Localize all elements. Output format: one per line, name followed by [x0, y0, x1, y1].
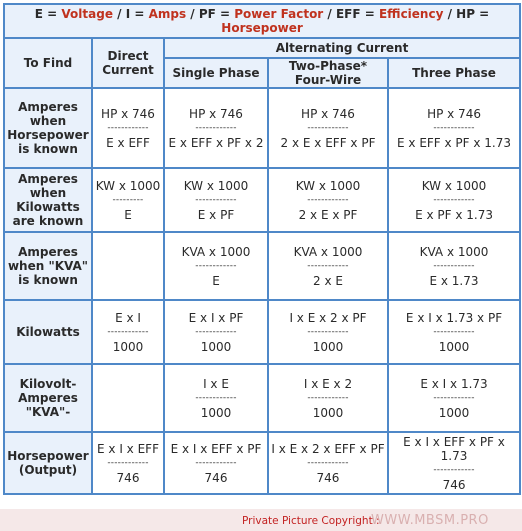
formula-cell: [388, 300, 520, 364]
fraction: [289, 311, 366, 354]
denominator: E: [212, 273, 220, 288]
numerator: KW x 1000: [183, 178, 249, 193]
formula-cell: [164, 300, 268, 364]
numerator: KVA x 1000: [181, 244, 251, 259]
fraction-bar: ------------: [195, 194, 237, 205]
fraction: [184, 179, 249, 222]
legend-term: Horsepower: [221, 21, 303, 35]
denominator: 746: [204, 470, 228, 485]
denominator: E: [124, 207, 132, 222]
legend-text: / I =: [112, 7, 149, 21]
numerator: HP x 746: [301, 106, 355, 121]
numerator: HP x 746: [189, 106, 243, 121]
formula-cell: [164, 168, 268, 232]
denominator: E x 1.73: [429, 273, 479, 288]
denominator: E x PF: [197, 207, 235, 222]
copyright-bar: [0, 509, 522, 531]
fraction: [294, 245, 363, 288]
fraction-bar: ------------: [307, 392, 349, 403]
fraction-bar: ------------: [307, 122, 349, 133]
formula-cell: [268, 232, 388, 300]
header-direct-current: Direct Current: [92, 38, 164, 88]
numerator: KW x 1000: [421, 178, 487, 193]
formula-cell: [92, 88, 164, 168]
numerator: E x I x 1.73: [420, 376, 488, 391]
numerator: I x E x 2 x PF: [289, 310, 367, 325]
fraction: [171, 442, 262, 485]
formula-cell: [268, 88, 388, 168]
fraction-bar: ------------: [433, 326, 475, 337]
denominator: 1000: [312, 405, 344, 420]
fraction: [420, 377, 487, 420]
formula-cell: [92, 232, 164, 300]
formula-cell: [388, 364, 520, 432]
legend-term: Amps: [148, 7, 187, 21]
fraction: [97, 442, 159, 485]
legend-text: / EFF =: [323, 7, 379, 21]
formula-cell: [268, 432, 388, 494]
numerator: I x E x 2 x EFF x PF: [271, 441, 385, 456]
formula-cell: [92, 364, 164, 432]
fraction-bar: ------------: [307, 194, 349, 205]
fraction: [195, 377, 236, 420]
fraction: [189, 311, 244, 354]
fraction: [304, 377, 352, 420]
numerator: I x E x 2: [303, 376, 353, 391]
header-to-find: To Find: [4, 38, 92, 88]
numerator: E x I x EFF x PF: [170, 441, 262, 456]
fraction-bar: ------------: [307, 260, 349, 271]
numerator: E x I x EFF: [97, 441, 159, 456]
copyright-label: Private Picture Copyright :: [242, 515, 380, 527]
fraction: [397, 107, 511, 150]
denominator: 746: [442, 477, 466, 492]
fraction: [182, 245, 251, 288]
numerator: I x E: [203, 376, 229, 391]
formula-cell: [92, 168, 164, 232]
table-row: [4, 364, 520, 432]
denominator: 1000: [112, 339, 144, 354]
denominator: E x EFF x PF x 1.73: [397, 135, 512, 150]
fraction-bar: ------------: [107, 457, 149, 468]
fraction-bar: ------------: [433, 260, 475, 271]
formula-cell: [268, 168, 388, 232]
row-label: Amperes when Kilowatts are known: [4, 168, 92, 232]
fraction-bar: ------------: [107, 326, 149, 337]
fraction-bar: ------------: [195, 260, 237, 271]
row-label: Kilowatts: [4, 300, 92, 364]
fraction-bar: ------------: [433, 464, 475, 475]
legend: [4, 4, 520, 38]
fraction-bar: ------------: [433, 194, 475, 205]
numerator: E x I x 1.73 x PF: [405, 310, 503, 325]
fraction-bar: ------------: [195, 392, 237, 403]
denominator: 1000: [200, 405, 232, 420]
denominator: 1000: [438, 339, 470, 354]
formula-cell: [164, 364, 268, 432]
numerator: KW x 1000: [295, 178, 361, 193]
denominator: 746: [316, 470, 340, 485]
formula-cell: [164, 432, 268, 494]
header-alternating-current: Alternating Current: [164, 38, 520, 58]
formula-cell: [92, 300, 164, 364]
row-label: Amperes when "KVA" is known: [4, 232, 92, 300]
formula-cell: [92, 432, 164, 494]
fraction: [281, 107, 376, 150]
fraction-bar: ------------: [107, 122, 149, 133]
denominator: 2 x E: [313, 273, 343, 288]
fraction-bar: ------------: [307, 326, 349, 337]
denominator: 746: [116, 470, 140, 485]
denominator: 1000: [200, 339, 232, 354]
formula-cell: [388, 232, 520, 300]
fraction-bar: ------------: [433, 122, 475, 133]
numerator: E x I x EFF x PF x 1.73: [403, 434, 505, 463]
fraction: [420, 245, 489, 288]
copyright-url: WWW.MBSM.PRO: [371, 513, 489, 528]
numerator: E x I: [115, 310, 141, 325]
fraction: [390, 435, 518, 492]
formula-cell: [268, 364, 388, 432]
table-row: [4, 88, 520, 168]
fraction: [169, 107, 264, 150]
denominator: 1000: [438, 405, 470, 420]
formula-cell: [268, 300, 388, 364]
fraction: [406, 311, 502, 354]
legend-text: E =: [34, 7, 62, 21]
fraction-bar: ------------: [307, 457, 349, 468]
formula-table: [3, 3, 521, 495]
denominator: 2 x E x PF: [298, 207, 358, 222]
row-label: Horsepower (Output): [4, 432, 92, 494]
fraction-bar: ------------: [195, 457, 237, 468]
fraction-bar: ------------: [433, 392, 475, 403]
denominator: E x EFF x PF x 2: [168, 135, 264, 150]
legend-text: / PF =: [186, 7, 235, 21]
numerator: HP x 746: [427, 106, 481, 121]
fraction: [101, 107, 155, 150]
numerator: KVA x 1000: [419, 244, 489, 259]
formula-cell: [388, 432, 520, 494]
legend-term: Power Factor: [234, 7, 324, 21]
fraction: [271, 442, 384, 485]
denominator: 2 x E x EFF x PF: [280, 135, 376, 150]
header-three-phase: Three Phase: [388, 58, 520, 88]
legend-text: / HP =: [443, 7, 490, 21]
denominator: E x EFF: [106, 135, 150, 150]
formula-cell: [164, 232, 268, 300]
numerator: E x I x PF: [188, 310, 244, 325]
fraction-bar: ---------: [112, 194, 144, 205]
formula-cell: [164, 88, 268, 168]
fraction: [415, 179, 493, 222]
legend-term: Voltage: [61, 7, 113, 21]
table-row: [4, 300, 520, 364]
table-row: [4, 432, 520, 494]
numerator: HP x 746: [101, 106, 155, 121]
formula-cell: [388, 88, 520, 168]
row-label: Kilovolt-Amperes "KVA"-: [4, 364, 92, 432]
fraction: [96, 179, 161, 222]
numerator: KVA x 1000: [293, 244, 363, 259]
legend-term: Efficiency: [378, 7, 444, 21]
header-two-phase: Two-Phase* Four-Wire: [268, 58, 388, 88]
numerator: KW x 1000: [95, 178, 161, 193]
fraction: [107, 311, 148, 354]
denominator: E x PF x 1.73: [415, 207, 493, 222]
header-single-phase: Single Phase: [164, 58, 268, 88]
fraction-bar: ------------: [195, 122, 237, 133]
row-label: Amperes when Horsepower is known: [4, 88, 92, 168]
denominator: 1000: [312, 339, 344, 354]
fraction: [296, 179, 361, 222]
fraction-bar: ------------: [195, 326, 237, 337]
formula-chart: [3, 3, 519, 495]
table-row: [4, 232, 520, 300]
formula-cell: [388, 168, 520, 232]
table-row: [4, 168, 520, 232]
